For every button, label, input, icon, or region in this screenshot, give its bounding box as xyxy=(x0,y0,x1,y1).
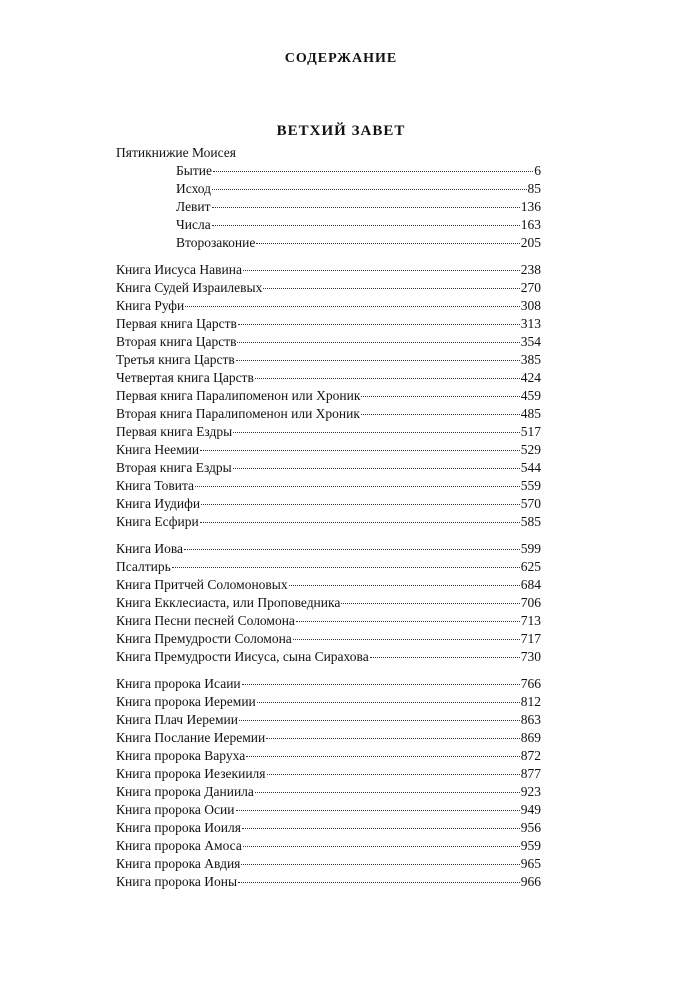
toc-entry[interactable] xyxy=(116,594,541,612)
toc-entry-title: Книга Товита xyxy=(116,478,194,493)
toc-entry-page: 544 xyxy=(520,460,541,475)
toc-entry-page: 713 xyxy=(520,613,541,628)
pentateuch-label: Пятикнижие Моисея xyxy=(116,145,237,160)
toc-entry[interactable] xyxy=(116,837,541,855)
dot-leader xyxy=(243,845,520,847)
toc-entry[interactable] xyxy=(116,387,541,405)
toc-entry[interactable] xyxy=(116,630,541,648)
toc-entry[interactable] xyxy=(116,855,541,873)
toc-entry-page: 205 xyxy=(520,235,541,250)
toc-entry-title: Книга Премудрости Иисуса, сына Сирахова xyxy=(116,649,369,664)
dot-leader xyxy=(242,827,520,829)
toc-group xyxy=(116,261,541,531)
dot-leader xyxy=(246,755,520,757)
section-title: ВЕТХИЙ ЗАВЕТ xyxy=(276,123,406,139)
dot-leader xyxy=(185,305,519,307)
group-spacer xyxy=(116,252,541,261)
toc-entry[interactable] xyxy=(116,801,541,819)
toc-entry-title: Книга Судей Израилевых xyxy=(116,280,263,295)
toc-entry-title: Бытие xyxy=(176,163,212,178)
dot-leader xyxy=(293,638,520,640)
dot-leader xyxy=(361,395,519,397)
toc-entry-title: Первая книга Царств xyxy=(116,316,237,331)
toc-entry-title: Книга пророка Иезекииля xyxy=(116,766,266,781)
toc-entry[interactable] xyxy=(116,459,541,477)
toc-entry[interactable] xyxy=(116,711,541,729)
group-spacer xyxy=(116,531,541,540)
dot-leader xyxy=(266,737,520,739)
dot-leader xyxy=(341,602,519,604)
dot-leader xyxy=(236,809,520,811)
toc-entry-page: 877 xyxy=(520,766,541,781)
toc-entry-title: Вторая книга Паралипоменон или Хроник xyxy=(116,406,360,421)
dot-leader xyxy=(237,341,519,343)
toc-entry-title: Второзаконие xyxy=(176,235,256,250)
toc-entry-page: 872 xyxy=(520,748,541,763)
toc-entry-page: 163 xyxy=(520,217,541,232)
toc-entry-page: 136 xyxy=(520,199,541,214)
dot-leader xyxy=(201,503,520,505)
toc-entry-page: 966 xyxy=(520,874,541,889)
toc-entry-title: Книга Иудифи xyxy=(116,496,201,511)
toc-entry[interactable] xyxy=(116,873,541,891)
toc-entry[interactable] xyxy=(116,648,541,666)
toc-entry-page: 570 xyxy=(520,496,541,511)
toc-entry-page: 684 xyxy=(520,577,541,592)
toc-entry[interactable] xyxy=(116,612,541,630)
toc-entry-page: 923 xyxy=(520,784,541,799)
dot-leader xyxy=(233,431,520,433)
toc-entry-page: 949 xyxy=(520,802,541,817)
toc-entry[interactable] xyxy=(116,162,541,180)
toc-group xyxy=(116,675,541,891)
dot-leader xyxy=(238,881,520,883)
toc-entry-title: Книга Послание Иеремии xyxy=(116,730,266,745)
dot-leader xyxy=(212,188,526,190)
dot-leader xyxy=(263,287,519,289)
toc-entry-page: 517 xyxy=(520,424,541,439)
toc-groups xyxy=(116,252,541,891)
toc-entry-title: Книга Песни песней Соломона xyxy=(116,613,295,628)
toc-entry[interactable] xyxy=(116,198,541,216)
toc-entry[interactable] xyxy=(116,747,541,765)
toc-entry-title: Книга Притчей Соломоновых xyxy=(116,577,288,592)
toc-entry[interactable] xyxy=(116,261,541,279)
dot-leader xyxy=(213,170,533,172)
dot-leader xyxy=(200,521,520,523)
toc-entry-page: 308 xyxy=(520,298,541,313)
toc-entry-page: 459 xyxy=(520,388,541,403)
toc-entry-title: Книга пророка Осии xyxy=(116,802,235,817)
toc-entry-page: 965 xyxy=(520,856,541,871)
toc-entry-title: Третья книга Царств xyxy=(116,352,235,367)
toc-entry-title: Книга Иисуса Навина xyxy=(116,262,242,277)
toc-entry-title: Исход xyxy=(176,181,212,196)
toc-entry-page: 485 xyxy=(520,406,541,421)
toc-entry-page: 706 xyxy=(520,595,541,610)
toc-entry-page: 313 xyxy=(520,316,541,331)
toc-entry[interactable] xyxy=(116,765,541,783)
toc-entry-page: 869 xyxy=(520,730,541,745)
toc-entry-page: 625 xyxy=(520,559,541,574)
toc-entry-title: Книга пророка Исаии xyxy=(116,676,241,691)
dot-leader xyxy=(267,773,520,775)
toc-entry[interactable] xyxy=(116,351,541,369)
page-title: СОДЕРЖАНИЕ xyxy=(284,51,398,66)
dot-leader xyxy=(256,242,519,244)
toc-entry[interactable] xyxy=(116,216,541,234)
dot-leader xyxy=(200,449,520,451)
toc-entry-title: Книга Руфи xyxy=(116,298,185,313)
toc-entry-title: Числа xyxy=(176,217,211,232)
toc-entry-title: Книга пророка Ионы xyxy=(116,874,238,889)
toc-entry-title: Книга Плач Иеремии xyxy=(116,712,238,727)
toc-group xyxy=(116,540,541,666)
toc-entry-title: Книга Иова xyxy=(116,541,184,556)
dot-leader xyxy=(255,377,520,379)
dot-leader xyxy=(361,413,520,415)
dot-leader xyxy=(242,683,520,685)
toc-entry-page: 863 xyxy=(520,712,541,727)
toc-entry[interactable] xyxy=(116,405,541,423)
toc-entry[interactable] xyxy=(116,333,541,351)
toc-entry-title: Книга пророка Иоиля xyxy=(116,820,241,835)
toc-entry-page: 585 xyxy=(520,514,541,529)
toc-entry[interactable] xyxy=(116,819,541,837)
toc-entry-page: 238 xyxy=(520,262,541,277)
toc-entry[interactable] xyxy=(116,675,541,693)
toc-entry[interactable] xyxy=(116,495,541,513)
dot-leader xyxy=(370,656,520,658)
toc-entry-page: 270 xyxy=(520,280,541,295)
toc-entry[interactable] xyxy=(116,513,541,531)
toc-entry-title: Книга пророка Варуха xyxy=(116,748,246,763)
toc-entry-page: 385 xyxy=(520,352,541,367)
toc-entry-title: Книга Премудрости Соломона xyxy=(116,631,292,646)
toc-entry-title: Четвертая книга Царств xyxy=(116,370,254,385)
toc-entry[interactable] xyxy=(116,576,541,594)
dot-leader xyxy=(212,224,520,226)
toc-entry-title: Книга пророка Амоса xyxy=(116,838,242,853)
toc-entry[interactable] xyxy=(116,540,541,558)
dot-leader xyxy=(236,359,520,361)
toc-entry-page: 956 xyxy=(520,820,541,835)
toc-entry-title: Вторая книга Ездры xyxy=(116,460,232,475)
toc-entry-page: 6 xyxy=(534,163,541,178)
dot-leader xyxy=(184,548,520,550)
toc-entry-title: Книга пророка Авдия xyxy=(116,856,241,871)
dot-leader xyxy=(212,206,520,208)
dot-leader xyxy=(296,620,520,622)
pentateuch-list xyxy=(116,162,541,252)
toc-entry[interactable] xyxy=(116,315,541,333)
toc-entry-title: Книга пророка Иеремии xyxy=(116,694,256,709)
toc-entry-page: 730 xyxy=(520,649,541,664)
toc-entry-title: Книга пророка Даниила xyxy=(116,784,254,799)
dot-leader xyxy=(257,701,520,703)
toc-entry-page: 959 xyxy=(520,838,541,853)
toc-entry[interactable] xyxy=(116,234,541,252)
dot-leader xyxy=(289,584,520,586)
dot-leader xyxy=(239,719,520,721)
toc-entry[interactable] xyxy=(116,369,541,387)
toc-entry[interactable] xyxy=(116,297,541,315)
toc-entry-page: 717 xyxy=(520,631,541,646)
dot-leader xyxy=(238,323,520,325)
toc-entry[interactable] xyxy=(116,693,541,711)
toc-entry-title: Книга Неемии xyxy=(116,442,200,457)
dot-leader xyxy=(172,566,520,568)
dot-leader xyxy=(255,791,520,793)
toc-entry-title: Псалтирь xyxy=(116,559,171,574)
toc-entry-title: Первая книга Паралипоменон или Хроник xyxy=(116,388,361,403)
toc-entry[interactable] xyxy=(116,477,541,495)
dot-leader xyxy=(241,863,519,865)
toc-entry[interactable] xyxy=(116,423,541,441)
toc-entry-title: Книга Екклесиаста, или Проповедника xyxy=(116,595,341,610)
dot-leader xyxy=(195,485,520,487)
toc-entry-page: 354 xyxy=(520,334,541,349)
toc-entry[interactable] xyxy=(116,180,541,198)
toc-entry-page: 85 xyxy=(527,181,541,196)
toc-entry[interactable] xyxy=(116,783,541,801)
toc-entry-page: 599 xyxy=(520,541,541,556)
toc-entry-page: 529 xyxy=(520,442,541,457)
dot-leader xyxy=(243,269,520,271)
group-spacer xyxy=(116,666,541,675)
toc-entry[interactable] xyxy=(116,558,541,576)
toc-entry-title: Вторая книга Царств xyxy=(116,334,237,349)
toc-entry-title: Левит xyxy=(176,199,211,214)
toc-entry-page: 559 xyxy=(520,478,541,493)
toc-entry[interactable] xyxy=(116,729,541,747)
toc-entry-page: 424 xyxy=(520,370,541,385)
toc-entry-title: Первая книга Ездры xyxy=(116,424,233,439)
toc-entry[interactable] xyxy=(116,441,541,459)
toc-entry-title: Книга Есфири xyxy=(116,514,199,529)
dot-leader xyxy=(233,467,520,469)
table-of-contents xyxy=(116,144,541,891)
toc-entry-page: 812 xyxy=(520,694,541,709)
toc-entry[interactable] xyxy=(116,279,541,297)
toc-entry-page: 766 xyxy=(520,676,541,691)
